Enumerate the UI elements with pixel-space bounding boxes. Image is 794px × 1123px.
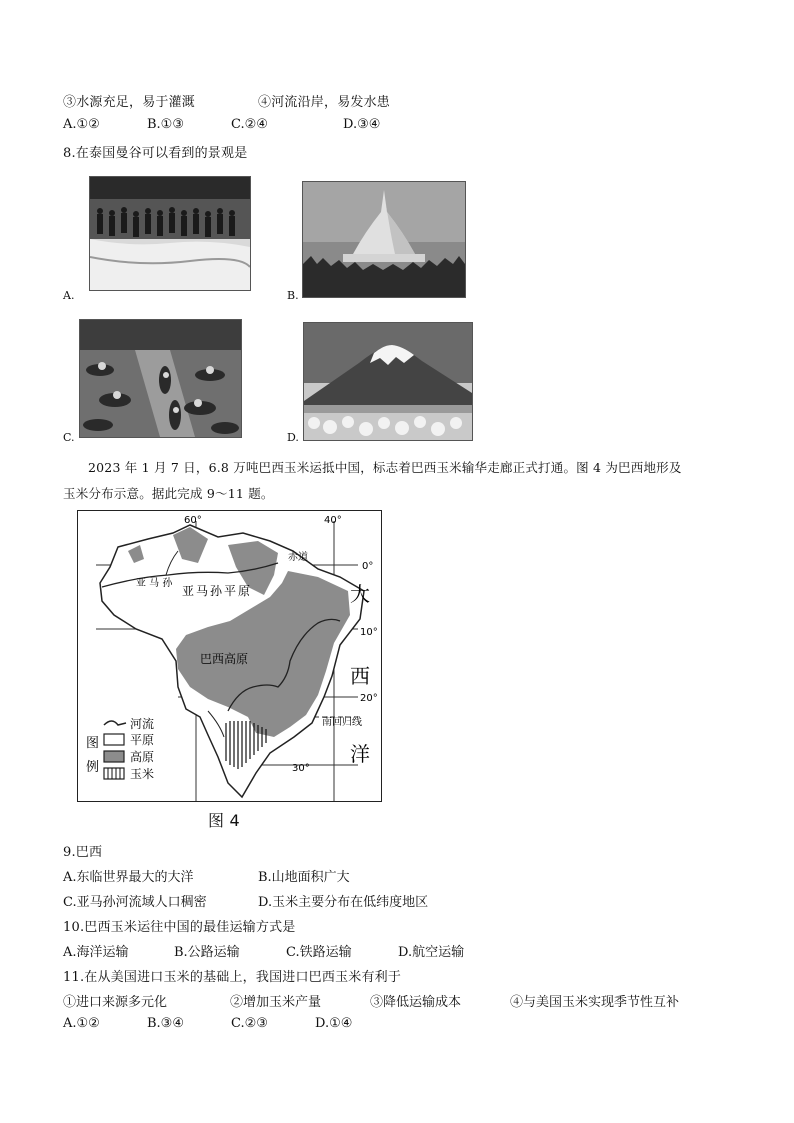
lon-40-label: 40° [324,515,342,526]
figure-caption: 图 4 [208,811,240,830]
amazon-plain-label: 亚马孙平原 [182,584,253,598]
q10-choice-c: C.铁路运输 [286,945,352,960]
q11-item-4: ④与美国玉米实现季节性互补 [510,995,680,1010]
q11-item-1: ①进口来源多元化 [63,995,168,1010]
photo-c-floating-market [79,319,242,438]
legend-corn-symbol [104,768,124,779]
legend-plain-label: 平原 [130,733,155,747]
q11-choice-c: C.②③ [231,1016,268,1031]
photo-a-crowd [89,176,251,291]
brazil-map [77,510,382,802]
amazon-river-label: 亚 马 孙 [136,578,173,589]
q10-choice-d: D.航空运输 [398,945,465,960]
photo-d-label: D. [287,431,299,444]
legend-title-2: 例 [86,760,100,775]
legend-corn-label: 玉米 [130,767,155,781]
q11-choice-a: A.①② [63,1016,100,1031]
q10-choice-a: A.海洋运输 [63,945,129,960]
brazil-plateau-label: 巴西高原 [200,652,249,666]
legend-river-label: 河流 [130,717,155,731]
q11-item-3: ③降低运输成本 [370,995,462,1010]
q10-stem: 10.巴西玉米运往中国的最佳运输方式是 [63,920,296,935]
legend-plateau-symbol [104,751,124,762]
tropic-label: 南回归线 [322,717,362,728]
q7-choice-b: B.①③ [147,117,184,132]
legend-title-1: 图 [86,736,100,751]
q11-stem: 11.在从美国进口玉米的基础上，我国进口巴西玉米有利于 [63,970,402,985]
q10-choice-b: B.公路运输 [174,945,240,960]
photo-b-pagoda [302,181,466,298]
lat-10-label: 10° [360,627,378,638]
lat-30-label: 30° [292,763,310,774]
q7-choice-d: D.③④ [343,117,381,132]
photo-b-label: B. [287,289,299,302]
ocean-label-2: 西 [350,664,370,688]
photo-c-label: C. [63,431,75,444]
ocean-label-3: 洋 [350,742,370,766]
q8-stem: 8.在泰国曼谷可以看到的景观是 [63,146,248,161]
q7-option-3: ③水源充足，易于灌溉 [63,95,196,110]
q9-option-c: C.亚马孙河流域人口稠密 [63,895,207,910]
q9-option-b: B.山地面积广大 [258,870,350,885]
legend-river-symbol [104,721,126,725]
lon-60-label: 60° [184,515,202,526]
q11-choice-d: D.①④ [315,1016,353,1031]
equator-label: 赤道 [288,552,308,563]
q9-stem: 9.巴西 [63,845,103,860]
legend-plain-symbol [104,734,124,745]
passage-line-1: 2023 年 1 月 7 日，6.8 万吨巴西玉米运抵中国，标志着巴西玉米输华走廊正式打通。图 4 为巴西地形及 [88,460,682,475]
legend-plateau-label: 高原 [130,750,155,764]
q9-option-a: A.东临世界最大的大洋 [63,870,194,885]
ocean-label-1: 大 [350,582,370,606]
q7-choice-a: A.①② [63,117,100,132]
photo-a-label: A. [63,289,75,302]
lat-20-label: 20° [360,693,378,704]
lat-0-label: 0° [362,561,374,572]
q11-item-2: ②增加玉米产量 [230,995,322,1010]
q7-option-4: ④河流沿岸，易发水患 [258,95,391,110]
q9-option-d: D.玉米主要分布在低纬度地区 [258,895,429,910]
q7-choice-c: C.②④ [231,117,268,132]
passage-line-2: 玉米分布示意。据此完成 9～11 题。 [63,486,274,501]
photo-d-mountain [303,322,473,441]
q11-choice-b: B.③④ [147,1016,184,1031]
